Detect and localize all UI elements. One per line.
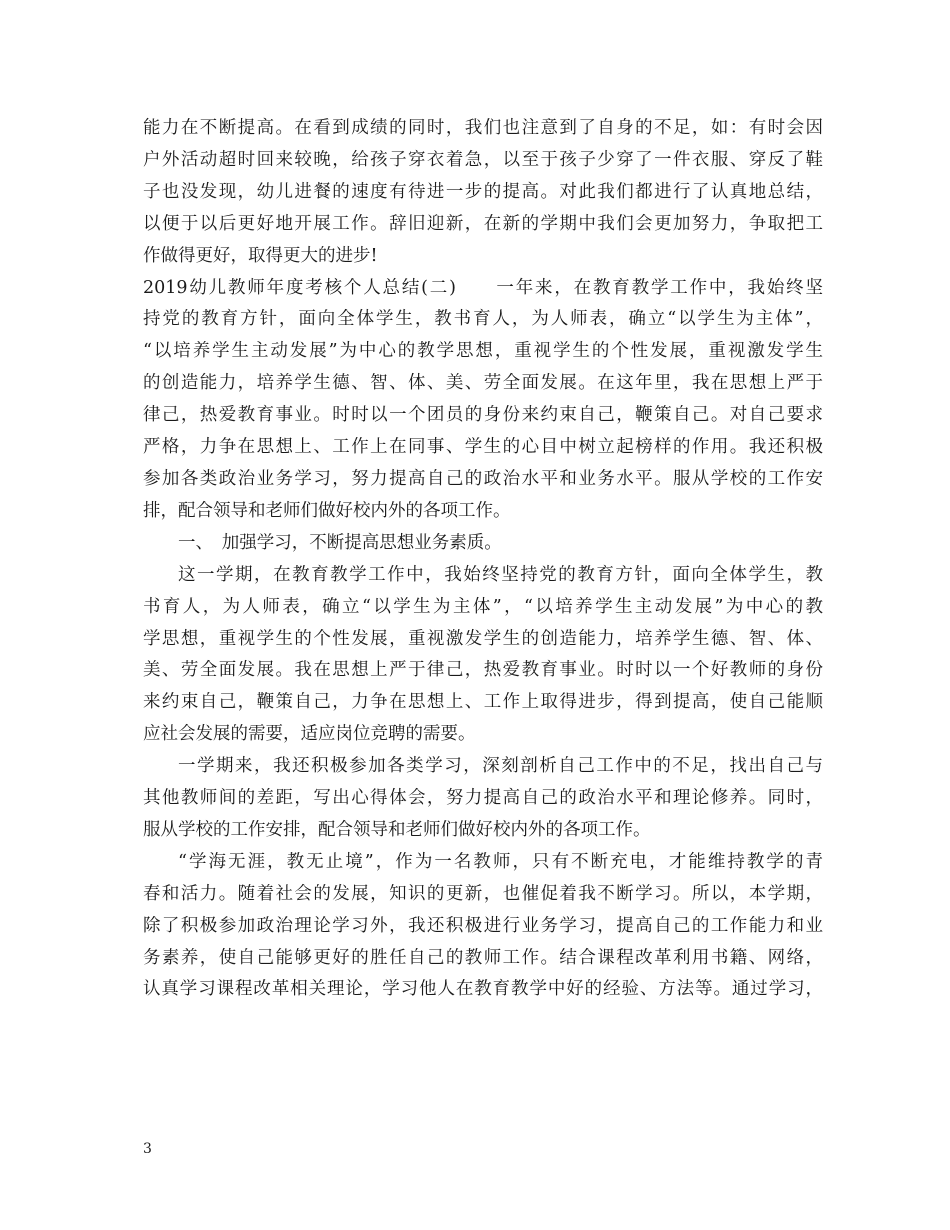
text-line: 参加各类政治业务学习，努力提高自己的政治水平和业务水平。服从学校的工作安	[143, 468, 823, 489]
text-line: “学海无涯，教无止境”，作为一名教师，只有不断充电，才能维持教学的青	[178, 851, 823, 872]
text-line: “以培养学生主动发展”为中心的教学思想，重视学生的个性发展，重视激发学生	[143, 341, 823, 362]
text-line: 作做得更好，取得更大的进步!	[143, 245, 378, 266]
text-line: 一、 加强学习，不断提高思想业务素质。	[178, 532, 502, 553]
text-line: 美、劳全面发展。我在思想上严于律己，热爱教育事业。时时以一个好教师的身份	[143, 660, 823, 681]
text-line: 能力在不断提高。在看到成绩的同时，我们也注意到了自身的不足，如：有时会因	[143, 118, 823, 138]
text-line: 春和活力。随着社会的发展，知识的更新，也催促着我不断学习。所以，本学期，	[143, 883, 823, 904]
body-text	[143, 113, 823, 1006]
text-line: 的创造能力，培养学生德、智、体、美、劳全面发展。在这年里，我在思想上严于	[143, 373, 823, 394]
text-line: 子也没发现，幼儿进餐的速度有待进一步的提高。对此我们都进行了认真地总结，	[143, 181, 823, 202]
text-line: 以便于以后更好地开展工作。辞旧迎新，在新的学期中我们会更加努力，争取把工	[143, 213, 823, 234]
text-line: 书育人，为人师表，确立“以学生为主体”，“以培养学生主动发展”为中心的教	[143, 596, 823, 617]
page-number: 3	[143, 1141, 152, 1157]
text-line: 应社会发展的需要，适应岗位竞聘的需要。	[143, 724, 476, 745]
text-line: 户外活动超时回来较晚，给孩子穿衣着急，以至于孩子少穿了一件衣服、穿反了鞋	[143, 149, 823, 170]
text-line: 来约束自己，鞭策自己，力争在思想上、工作上取得进步，得到提高，使自己能顺	[143, 692, 823, 713]
text-line: 学思想，重视学生的个性发展，重视激发学生的创造能力，培养学生德、智、体、	[143, 628, 823, 649]
text-line: 律己，热爱教育事业。时时以一个团员的身份来约束自己，鞭策自己。对自己要求	[143, 405, 823, 426]
text-line: 认真学习课程改革相关理论，学习他人在教育教学中好的经验、方法等。通过学习，	[143, 979, 823, 1000]
text-line: 其他教师间的差距，写出心得体会，努力提高自己的政治水平和理论修养。同时，	[143, 788, 823, 809]
text-line: 2019幼儿教师年度考核个人总结(二) 一年来，在教育教学工作中，我始终坚	[143, 277, 823, 298]
text-line: 服从学校的工作安排，配合领导和老师们做好校内外的各项工作。	[143, 819, 651, 840]
text-line: 一学期来，我还积极参加各类学习，深刻剖析自己工作中的不足，找出自己与	[178, 756, 823, 777]
text-line: 严格，力争在思想上、工作上在同事、学生的心目中树立起榜样的作用。我还积极	[143, 437, 823, 458]
text-line: 排，配合领导和老师们做好校内外的各项工作。	[143, 500, 511, 521]
text-line: 除了积极参加政治理论学习外，我还积极进行业务学习，提高自己的工作能力和业	[143, 915, 823, 936]
text-line: 持党的教育方针，面向全体学生，教书育人，为人师表，确立“以学生为主体”，	[143, 309, 823, 330]
text-line: 这一学期，在教育教学工作中，我始终坚持党的教育方针，面向全体学生，教	[178, 564, 823, 585]
text-line: 务素养，使自己能够更好的胜任自己的教师工作。结合课程改革利用书籍、网络，	[143, 947, 823, 968]
